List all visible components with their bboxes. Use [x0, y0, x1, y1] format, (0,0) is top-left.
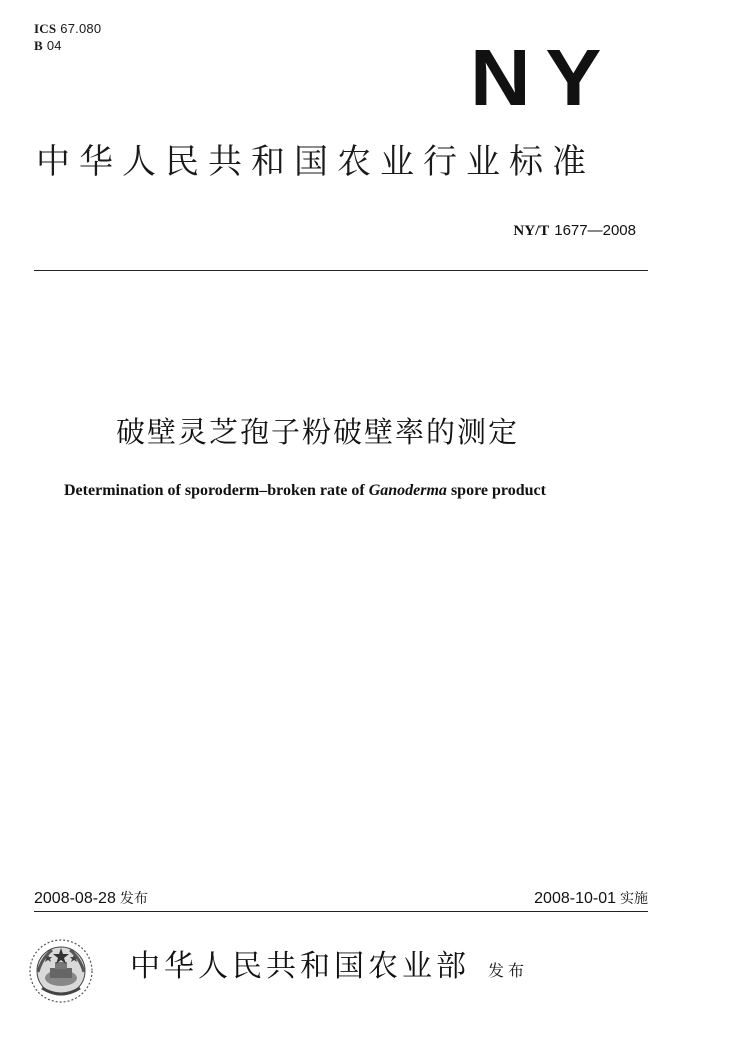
publisher-name: 中华人民共和国农业部 — [130, 949, 470, 984]
standard-category: 中华人民共和国农业行业标准 — [36, 142, 595, 182]
ny-logo: NY — [470, 33, 617, 122]
issue-date-suffix: 发布 — [119, 891, 148, 907]
title-en-genus: Ganoderma — [368, 482, 447, 499]
standard-number — [513, 220, 636, 241]
implementation-date — [534, 889, 648, 909]
footer-divider — [34, 911, 648, 912]
ccs-label: B — [34, 38, 43, 53]
document-title-en — [64, 480, 546, 502]
ics-code: 67.080 — [60, 21, 102, 36]
ics-label: ICS — [34, 21, 57, 36]
publisher-suffix: 发布 — [488, 961, 529, 980]
title-en-part1: Determination of sporoderm–broken rate of — [64, 482, 369, 499]
standard-number-prefix: NY/T — [513, 223, 550, 239]
national-emblem-icon — [28, 938, 94, 1004]
ics-line — [34, 20, 101, 37]
issue-date — [34, 889, 148, 909]
ccs-line — [34, 37, 101, 54]
standard-number-value: 1677—2008 — [554, 222, 636, 239]
implementation-date-value: 2008-10-01 — [534, 890, 616, 907]
title-en-part2: spore product — [446, 482, 546, 499]
classification-codes — [34, 20, 101, 54]
implementation-date-suffix: 实施 — [620, 891, 648, 907]
document-title-cn: 破壁灵芝孢子粉破壁率的测定 — [116, 415, 520, 449]
issue-date-value: 2008-08-28 — [34, 890, 116, 907]
ccs-code: 04 — [46, 38, 62, 53]
header-divider — [34, 270, 648, 271]
